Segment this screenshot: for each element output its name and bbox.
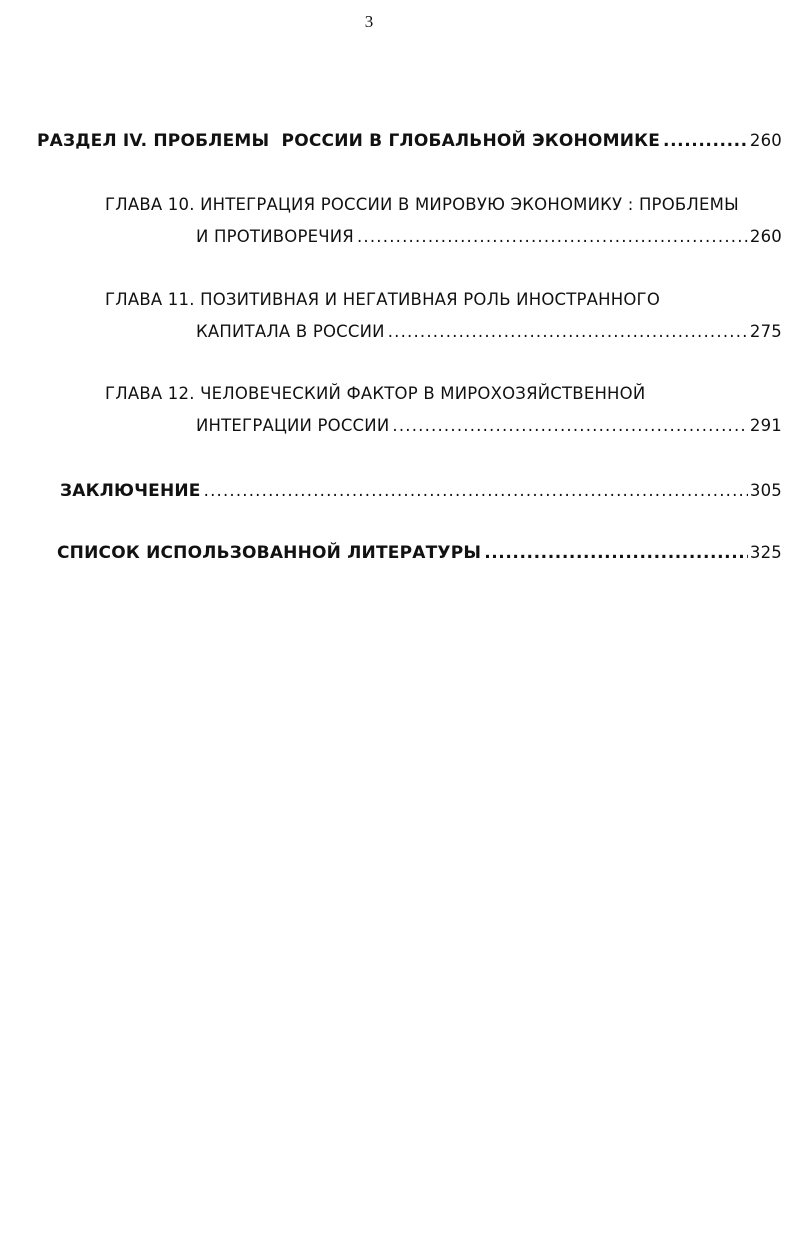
- toc-entry-chapter-11-line1[interactable]: [105, 290, 660, 309]
- toc-entry-title: РАЗДЕЛ IV. ПРОБЛЕМЫ РОССИИ В ГЛОБАЛЬНОЙ ЭКОНОМИКЕ: [37, 131, 661, 151]
- toc-entry-page: 325: [749, 543, 782, 562]
- dot-leader: [357, 227, 748, 246]
- toc-entry-chapter-10-line2[interactable]: [196, 227, 782, 246]
- toc-entry-conclusion[interactable]: [60, 481, 782, 501]
- toc-entry-section-4[interactable]: [37, 131, 782, 151]
- toc-entry-chapter-10-line1[interactable]: [105, 195, 739, 214]
- toc-entry-chapter-11-line2[interactable]: [196, 322, 782, 341]
- dot-leader: [484, 543, 748, 563]
- toc-entry-chapter-12-line2[interactable]: [196, 416, 782, 435]
- toc-entry-title: ГЛАВА 12. ЧЕЛОВЕЧЕСКИЙ ФАКТОР В МИРОХОЗЯЙСТВЕННОЙ: [105, 384, 646, 403]
- dot-leader: [392, 416, 748, 435]
- dot-leader: [388, 322, 748, 341]
- toc-entry-title: ЗАКЛЮЧЕНИЕ: [60, 481, 201, 501]
- toc-entry-title: СПИСОК ИСПОЛЬЗОВАННОЙ ЛИТЕРАТУРЫ: [57, 543, 482, 563]
- toc-entry-page: 305: [749, 481, 782, 500]
- toc-entry-title: КАПИТАЛА В РОССИИ: [196, 322, 385, 341]
- toc-entry-title: ГЛАВА 11. ПОЗИТИВНАЯ И НЕГАТИВНАЯ РОЛЬ ИНОСТРАННОГО: [105, 290, 661, 309]
- toc-entry-title: ГЛАВА 10. ИНТЕГРАЦИЯ РОССИИ В МИРОВУЮ ЭКОНОМИКУ : ПРОБЛЕМЫ: [105, 195, 739, 214]
- toc-entry-chapter-12-line1[interactable]: [105, 384, 645, 403]
- toc-entry-page: 291: [749, 416, 782, 435]
- toc-entry-page: 260: [749, 227, 782, 246]
- toc-entry-page: 275: [749, 322, 782, 341]
- toc-entry-page: 260: [749, 131, 782, 150]
- page-number: 3: [364, 12, 374, 31]
- dot-leader: [663, 131, 748, 151]
- dot-leader: [204, 481, 748, 500]
- toc-entry-title: И ПРОТИВОРЕЧИЯ: [196, 227, 354, 246]
- toc-entry-title: ИНТЕГРАЦИИ РОССИИ: [196, 416, 390, 435]
- toc-entry-references[interactable]: [57, 543, 782, 563]
